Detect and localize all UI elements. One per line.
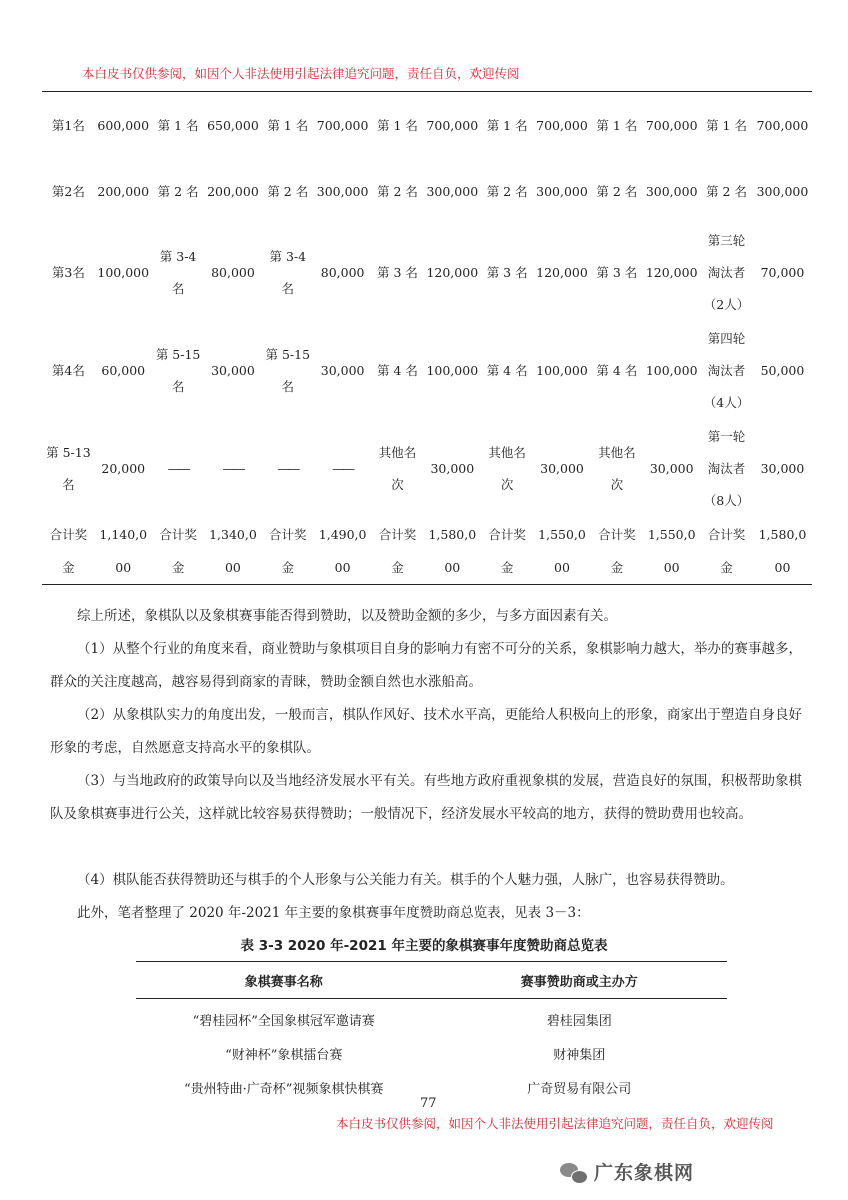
table-row <box>42 322 812 420</box>
prize-cell: 1,550,000 <box>538 527 586 575</box>
prize-cell: 30,000 <box>320 363 365 378</box>
disclaimer-bottom: 本白皮书仅供参阅，如因个人非法使用引起法律追究问题，责任自负，欢迎传阅 <box>336 1116 774 1131</box>
page-number: 77 <box>420 1096 437 1111</box>
table-row <box>42 518 812 585</box>
sponsor-header-row <box>136 962 727 999</box>
prize-cell: 300,000 <box>426 183 479 199</box>
prize-cell: 300,000 <box>316 183 369 199</box>
rank-cell: 其他名次 <box>378 445 417 492</box>
rank-cell: 第 4 名 <box>377 363 418 378</box>
rank-cell: 第 3 名 <box>486 265 528 280</box>
rank-cell: 第 2 名 <box>267 183 309 199</box>
prize-cell: 700,000 <box>645 117 698 133</box>
prize-cell: —— <box>222 461 244 476</box>
prize-cell: 80,000 <box>320 265 365 280</box>
prize-cell: 50,000 <box>760 363 805 378</box>
rank-cell: 其他名次 <box>598 445 636 492</box>
rank-cell: 合计奖金 <box>598 527 636 575</box>
prize-cell: 100,000 <box>426 363 479 378</box>
rank-cell: 第 1 名 <box>267 117 309 133</box>
prize-cell: 1,490,000 <box>318 527 367 575</box>
rank-cell: 第 3 名 <box>596 265 638 280</box>
rank-cell: 第 4 名 <box>596 363 638 378</box>
prize-cell: 30,000 <box>430 461 475 476</box>
watermark-text: 广东象棋网 <box>594 1162 695 1184</box>
rank-cell: 其他名次 <box>488 445 526 492</box>
rank-cell: 第 5-15 名 <box>155 347 201 394</box>
prize-cell: 120,000 <box>645 265 698 280</box>
wechat-icon <box>560 1161 588 1183</box>
prize-cell: 30,000 <box>760 461 805 476</box>
sponsor-name: 碧桂园集团 <box>546 1013 612 1029</box>
table-row <box>136 999 727 1037</box>
rank-cell: 第 1 名 <box>377 117 418 133</box>
prize-cell: 80,000 <box>211 265 255 280</box>
prize-cell: 1,550,000 <box>647 527 696 575</box>
prize-cell: 100,000 <box>536 363 588 378</box>
rank-cell: 第 2 名 <box>596 183 638 199</box>
rank-cell: 第 4 名 <box>486 363 528 378</box>
table-row <box>42 158 812 224</box>
prize-cell: 200,000 <box>97 183 150 199</box>
rank-cell: 第 1 名 <box>157 117 199 133</box>
watermark <box>560 1158 694 1185</box>
rank-cell: 第 3-4 名 <box>269 249 307 296</box>
prize-cell: 100,000 <box>97 265 150 280</box>
prize-table <box>42 91 812 585</box>
prize-cell: 600,000 <box>97 117 150 133</box>
table-row <box>42 420 812 518</box>
rank-cell: 第 1 名 <box>596 117 638 133</box>
rank-cell: 第 1 名 <box>706 117 747 133</box>
rank-cell: 第 2 名 <box>486 183 528 199</box>
prize-cell: 20,000 <box>101 461 146 476</box>
factor-1-paragraph: （1）从整个行业的角度来看，商业赞助与象棋项目自身的影响力有密不可分的关系，象棋影响力越大，举办的赛事越多，群众的关注度越高，越容易得到商家的青睐，赞助金额自然也水涨船高。 <box>50 641 802 690</box>
prize-cell: 30,000 <box>211 363 255 378</box>
table-row <box>42 92 812 159</box>
prize-cell: 120,000 <box>426 265 479 280</box>
table-caption: 表 3-3 2020 年-2021 年主要的象棋赛事年度赞助商总览表 <box>240 938 608 954</box>
prize-cell: 1,140,000 <box>99 527 148 575</box>
prize-cell: 30,000 <box>649 461 694 476</box>
prize-cell: —— <box>332 461 354 476</box>
rank-cell: 第 2 名 <box>377 183 418 199</box>
column-header: 赛事赞助商或主办方 <box>432 962 728 999</box>
event-name: “财神杯”象棋擂台赛 <box>225 1047 343 1063</box>
prize-cell: 1,580,000 <box>758 527 807 575</box>
rank-cell: 第四轮淘汰者（4人） <box>703 331 750 410</box>
rank-cell: 合计奖金 <box>488 527 526 575</box>
rank-cell: 第 2 名 <box>157 183 199 199</box>
prize-cell: 650,000 <box>207 117 259 133</box>
rank-cell: 合计奖金 <box>159 527 197 575</box>
prize-cell: 700,000 <box>756 117 809 133</box>
table-intro-paragraph: 此外，笔者整理了 2020 年-2021 年主要的象棋赛事年度赞助商总览表，见表 3－3： <box>77 905 590 921</box>
rank-cell: 第 1 名 <box>486 117 528 133</box>
prize-cell: 120,000 <box>536 265 588 280</box>
disclaimer-top: 本白皮书仅供参阅，如因个人非法使用引起法律追究问题，责任自负，欢迎传阅 <box>82 66 520 81</box>
prize-cell: 100,000 <box>645 363 698 378</box>
event-name: “碧桂园杯”全国象棋冠军邀请赛 <box>192 1013 375 1029</box>
rank-cell: 第 3-4 名 <box>159 249 197 296</box>
summary-paragraph: 综上所述，象棋队以及象棋赛事能否得到赞助，以及赞助金额的多少，与多方面因素有关。 <box>77 608 617 624</box>
rank-cell: 第一轮淘汰者（8人） <box>703 429 750 508</box>
table-row <box>136 1036 727 1070</box>
factor-3-paragraph: （3）与当地政府的政策导向以及当地经济发展水平有关。有些地方政府重视象棋的发展，营造良好的氛围，积极帮助象棋队及象棋赛事进行公关，这样就比较容易获得赞助；一般情况下，经济发展水平较高的地方，获得的赞助费用也较高。 <box>50 773 802 822</box>
prize-cell: 200,000 <box>207 183 259 199</box>
prize-cell: 1,340,000 <box>209 527 257 575</box>
rank-cell: 第 5-15 名 <box>265 347 311 394</box>
rank-cell: 第 2 名 <box>706 183 747 199</box>
prize-cell: 60,000 <box>101 363 146 378</box>
rank-cell: 合计奖金 <box>378 527 417 575</box>
prize-cell: 300,000 <box>645 183 698 199</box>
rank-cell: —— <box>277 461 299 476</box>
prize-cell: 300,000 <box>536 183 588 199</box>
rank-cell: 第 5-13 名 <box>46 445 91 492</box>
prize-cell: 1,580,000 <box>428 527 477 575</box>
rank-cell: 第三轮淘汰者（2人） <box>703 233 750 312</box>
prize-cell: 300,000 <box>756 183 809 199</box>
prize-cell: 700,000 <box>316 117 369 133</box>
rank-cell: 第2名 <box>51 183 85 199</box>
sponsor-name: 广奇贸易有限公司 <box>527 1081 632 1097</box>
rank-cell: 合计奖金 <box>707 527 746 575</box>
rank-cell: 合计奖金 <box>49 527 88 575</box>
event-name: “贵州特曲·广奇杯”视频象棋快棋赛 <box>184 1081 384 1097</box>
sponsor-table <box>136 961 727 1104</box>
prize-cell: 700,000 <box>536 117 588 133</box>
rank-cell: 合计奖金 <box>269 527 307 575</box>
rank-cell: 第4名 <box>51 363 85 378</box>
factor-2-paragraph: （2）从象棋队实力的角度出发，一般而言，棋队作风好、技术水平高，更能给人积极向上的形象，商家出于塑造自身良好形象的考虑，自然愿意支持高水平的象棋队。 <box>50 707 802 756</box>
prize-cell: 30,000 <box>540 461 584 476</box>
rank-cell: 第 3 名 <box>377 265 418 280</box>
sponsor-name: 财神集团 <box>553 1047 606 1063</box>
rank-cell: 第1名 <box>51 117 85 133</box>
table-row <box>42 224 812 322</box>
factor-4-paragraph: （4）棋队能否获得赞助还与棋手的个人形象与公关能力有关。棋手的个人魅力强，人脉广，也容易获得赞助。 <box>77 872 734 888</box>
column-header: 象棋赛事名称 <box>136 962 432 999</box>
prize-cell: 70,000 <box>760 265 805 280</box>
prize-cell: 700,000 <box>426 117 479 133</box>
rank-cell: —— <box>167 461 189 476</box>
rank-cell: 第3名 <box>51 265 85 280</box>
